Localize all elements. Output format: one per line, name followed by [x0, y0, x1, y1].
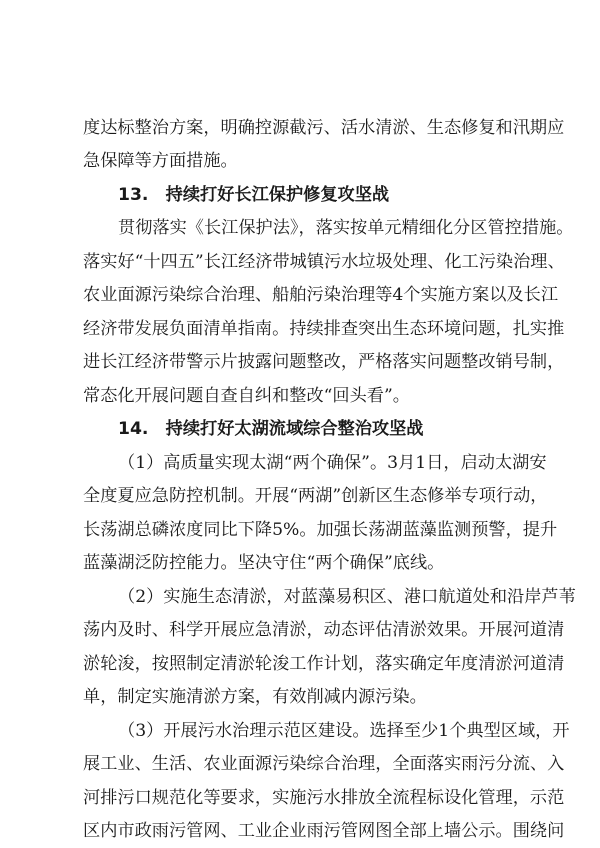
section-heading-13: 13. 持续打好长江保护修复攻坚战 — [118, 185, 390, 205]
body-text-line: 常态化开展问题自查自纠和整改“回头看”。 — [83, 386, 410, 406]
body-text-line: 河排污口规范化等要求，实施污水排放全流程标设化管理，示范 — [83, 788, 565, 808]
body-text-line: 农业面源污染综合治理、船舶污染治理等4个实施方案以及长江 — [83, 285, 559, 305]
body-text-line: 经济带发展负面清单指南。持续排查突出生态环境问题，扎实推 — [83, 319, 565, 339]
section-heading-14: 14. 持续打好太湖流域综合整治攻坚战 — [118, 419, 424, 439]
body-text-line: 贯彻落实《长江保护法》，落实按单元精细化分区管控措施。 — [118, 218, 574, 238]
body-text-line: 荡内及时、科学开展应急清淤，动态评估清淤效果。开展河道清 — [83, 620, 565, 640]
body-text-line: 单，制定实施清淤方案，有效削减内源污染。 — [83, 687, 427, 707]
body-text-line: 区内市政雨污管网、工业企业雨污管网图全部上墙公示。围绕问 — [83, 821, 565, 841]
body-text-line: 急保障等方面措施。 — [83, 151, 238, 171]
body-text-line: （3）开展污水治理示范区建设。选择至少1个典型区域，开 — [118, 721, 570, 741]
body-text-line: 淤轮浚，按照制定清淤轮浚工作计划，落实确定年度清淤河道清 — [83, 654, 565, 674]
body-text-line: 度达标整治方案，明确控源截污、活水清淤、生态修复和汛期应 — [83, 118, 565, 138]
body-text-line: （1）高质量实现太湖“两个确保”。3月1日，启动太湖安 — [118, 453, 547, 473]
body-text-line: 长荡湖总磷浓度同比下降5%。加强长荡湖蓝藻监测预警，提升 — [83, 520, 558, 540]
body-text-line: 全度夏应急防控机制。开展“两湖”创新区生态修举专项行动， — [83, 486, 548, 506]
body-text-line: 蓝藻湖泛防控能力。坚决守住“两个确保”底线。 — [83, 553, 445, 573]
body-text-line: 落实好“十四五”长江经济带城镇污水垃圾处理、化工污染治理、 — [83, 252, 565, 272]
body-text-line: （2）实施生态清淤，对蓝藻易积区、港口航道处和沿岸芦苇 — [118, 587, 576, 607]
body-text-line: 展工业、生活、农业面源污染综合治理，全面落实雨污分流、入 — [83, 754, 565, 774]
body-text-line: 进长江经济带警示片披露问题整改，严格落实问题整改销号制， — [83, 352, 565, 372]
